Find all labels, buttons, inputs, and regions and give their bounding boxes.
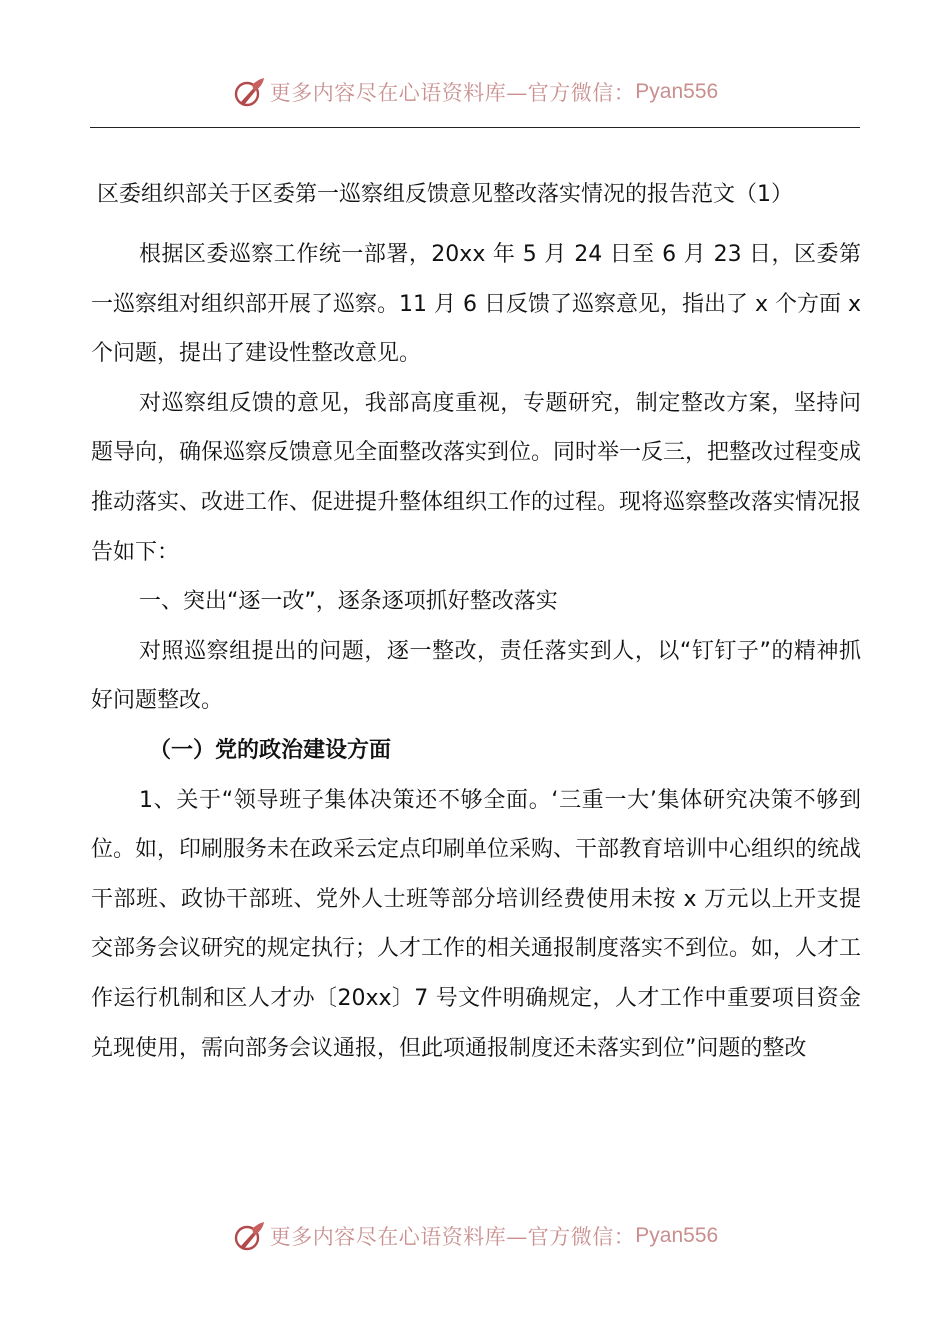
header-banner [0,72,950,112]
header-divider [90,127,860,128]
footer-banner [0,1216,950,1256]
section-heading: （一）党的政治建设方面 [149,737,392,763]
paragraph-item-1: 1、关于“领导班子集体决策还不够全面。‘三重一大’集体研究决策不够到位。如，印刷服务未在政采云定点印刷单位采购、干部教育培训中心组织的统战干部班、政协干部班、党外人士班等部分培训经费使用未按 x 万元以上开支提交部务会议研究的规定执行；人才工作的相关通报制度落实不到位。如，人才工作运行机制和区人才办〔20xx〕7 号文件明确规定，人才工作中重要项目资金兑现使用，需向部务会议通报，但此项通报制度还未落实到位”问题的整改 [91,787,862,1061]
document-body [91,170,861,1073]
banner-text: 更多内容尽在心语资料库—官方微信： [269,1225,636,1249]
quill-pen-logo-icon [232,75,266,109]
quill-pen-logo-icon [232,1219,266,1253]
banner-wechat-id: Pyan556 [635,80,719,103]
paragraph-intro: 根据区委巡察工作统一部署，20xx 年 5 月 24 日至 6 月 23 日，区委第一巡察组对组织部开展了巡察。11 月 6 日反馈了巡察意见，指出了 x 个方面 x 个问题，提出了建设性整改意见。 [91,242,861,367]
paragraph-rectify: 对照巡察组提出的问题，逐一整改，责任落实到人，以“钉钉子”的精神抓好问题整改。 [91,638,861,714]
banner-text: 更多内容尽在心语资料库—官方微信： [269,81,636,105]
banner-wechat-id: Pyan556 [635,1224,719,1247]
paragraph-part-one: 一、突出“逐一改”，逐条逐项抓好整改落实 [139,589,558,615]
paragraph-response: 对巡察组反馈的意见，我部高度重视，专题研究，制定整改方案，坚持问题导向，确保巡察反馈意见全面整改落实到位。同时举一反三，把整改过程变成推动落实、改进工作、促进提升整体组织工作的过程。现将巡察整改落实情况报告如下： [91,390,862,565]
document-title: 区委组织部关于区委第一巡察组反馈意见整改落实情况的报告范文（1） [97,182,793,207]
